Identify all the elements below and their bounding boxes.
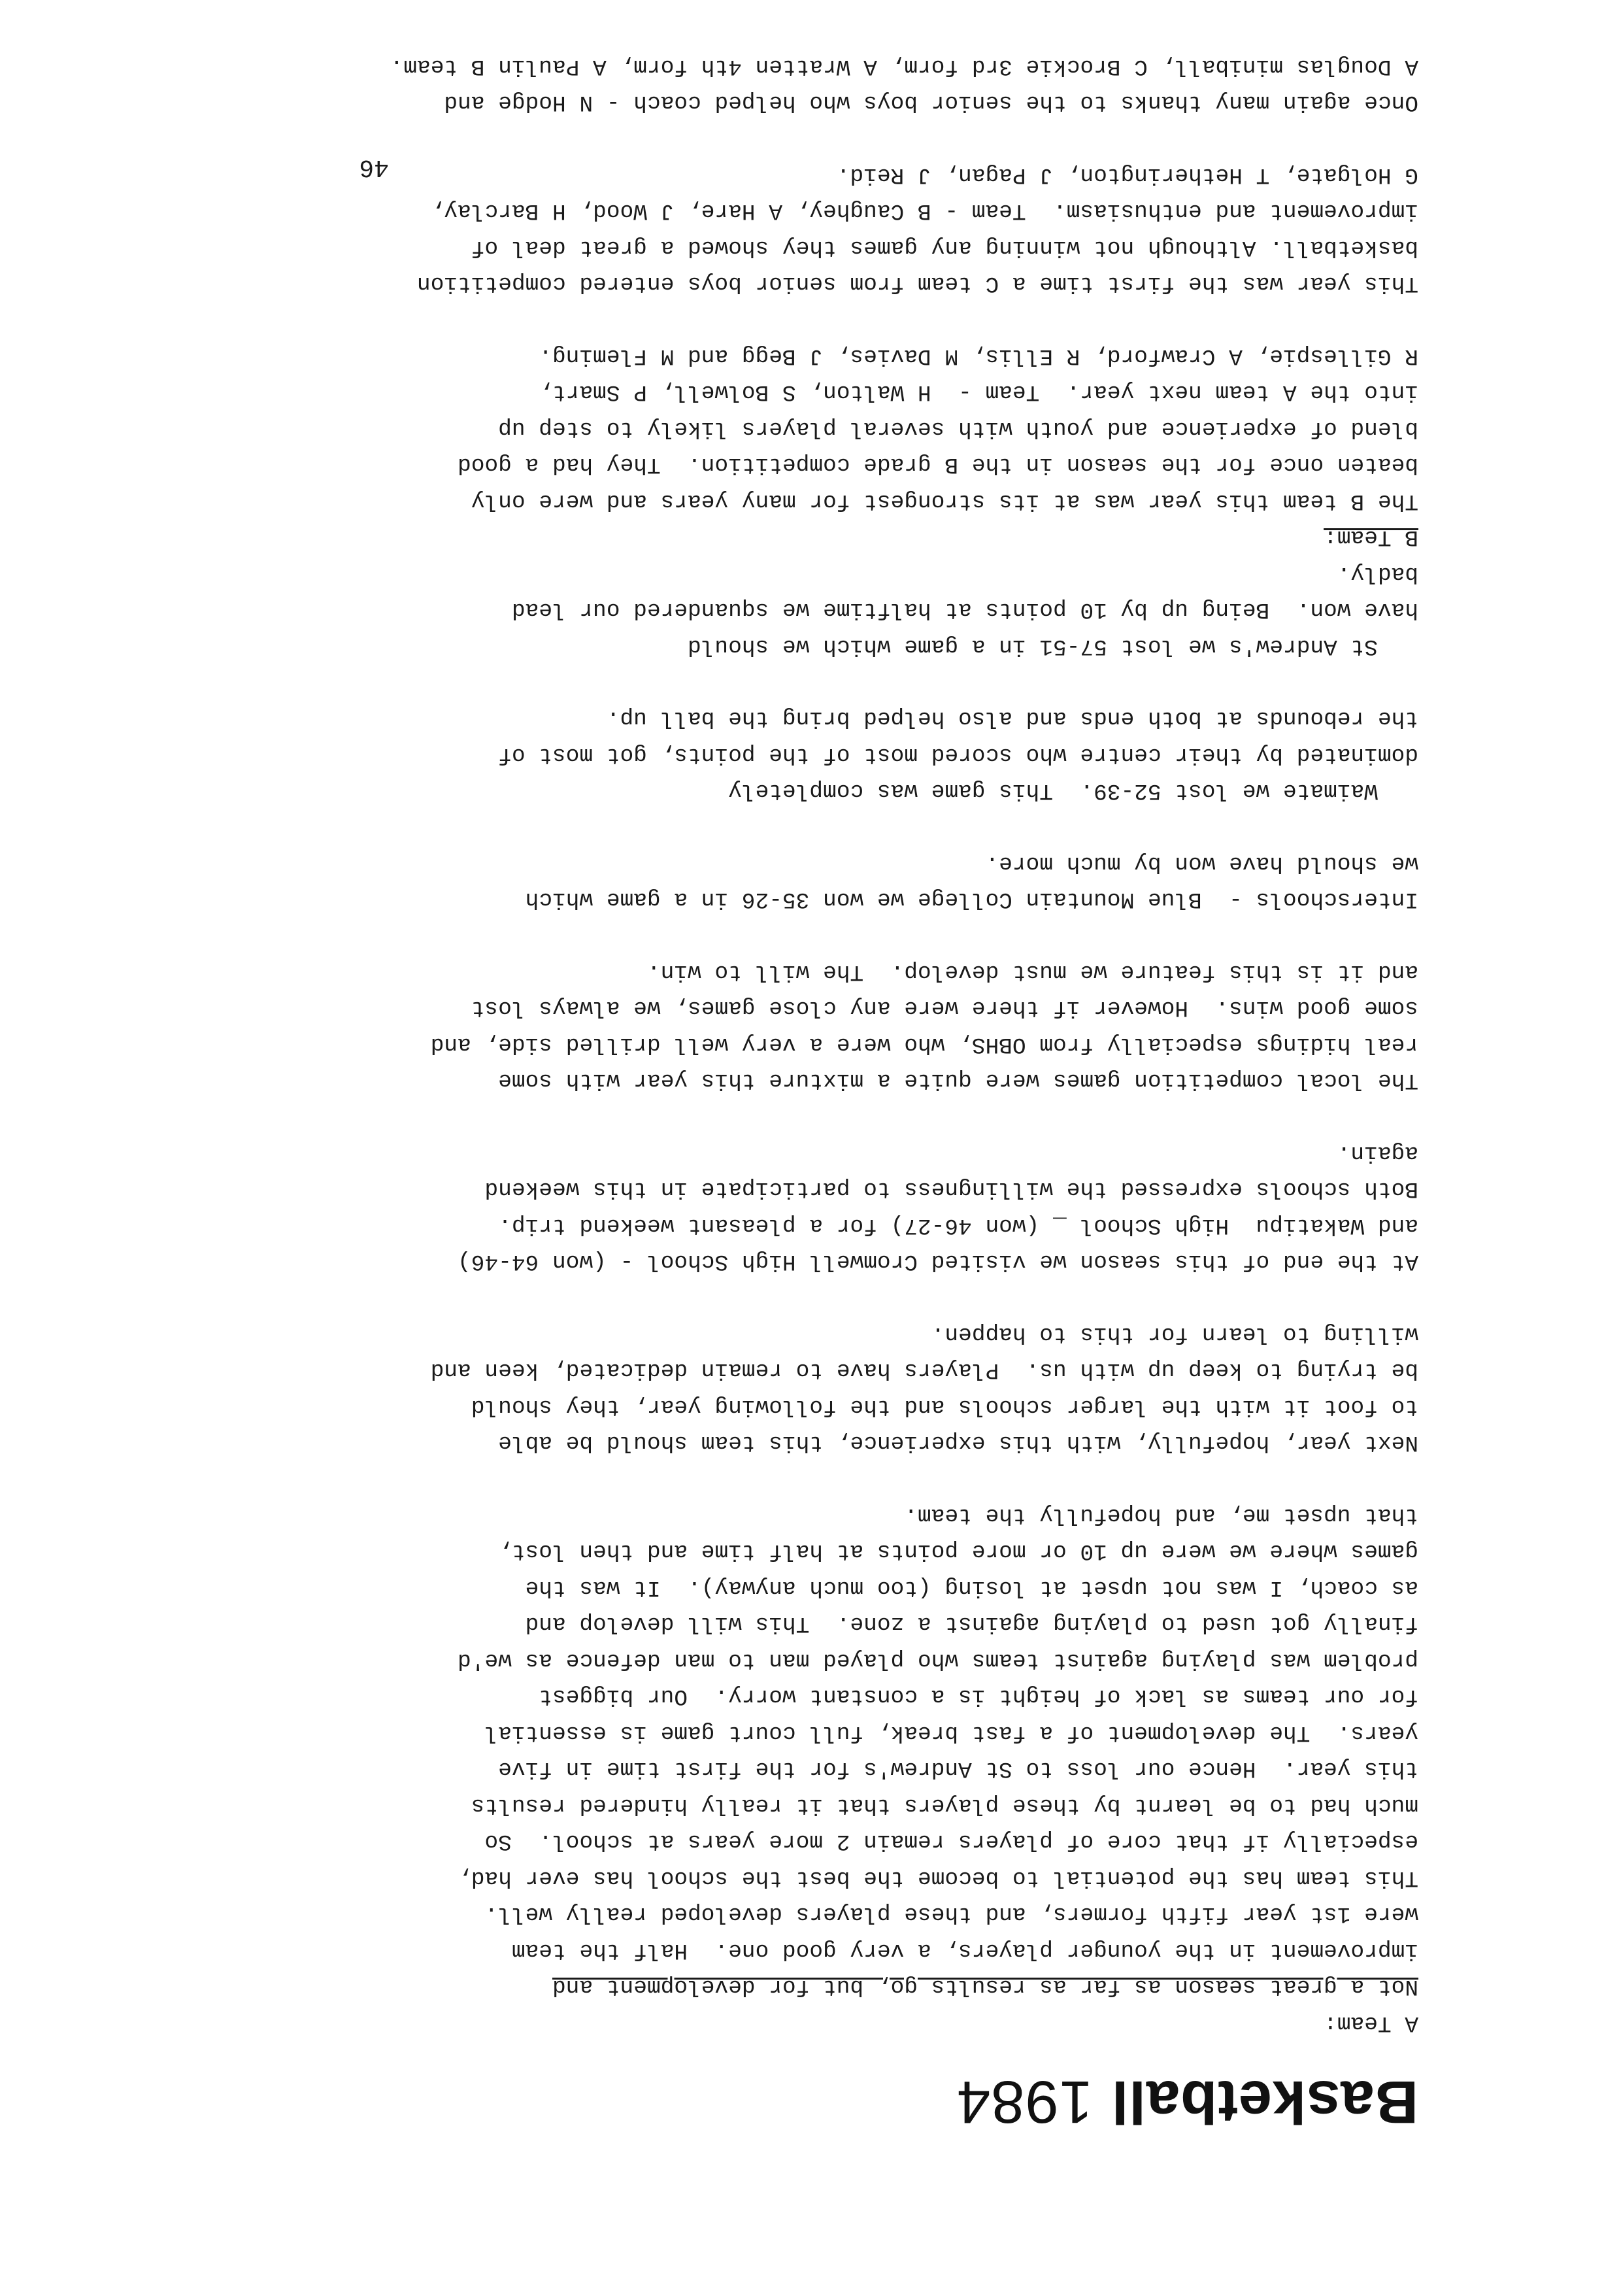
a-team-paragraph <box>111 954 1418 1099</box>
text-line: Interschools - Blue Mountain College we won 35-26 in a game which <box>525 886 1418 913</box>
text-line: much had to be learnt by these players that it really hindered results <box>471 1793 1418 1818</box>
text-line: At the end of this season we visited Cromwell High School - (won 64-46) <box>458 1249 1418 1275</box>
text-line: beaten once for the season in the B grade competition. They had a good <box>458 452 1418 478</box>
thanks-paragraph <box>111 48 1418 121</box>
title-year: 1984 <box>956 2068 1093 2135</box>
a-team-paragraph <box>111 1316 1418 1461</box>
paragraph-gap <box>111 1280 1418 1316</box>
paragraph-gap <box>111 302 1418 338</box>
text-line: again. <box>1337 1140 1418 1166</box>
text-line: be trying to keep up with us. Players have to remain dedicated, keen and <box>430 1357 1418 1383</box>
text-line: willing to learn for this to happen. <box>931 1321 1418 1347</box>
text-line: were 1st year fifth formers, and these players developed really well. <box>484 1901 1418 1927</box>
paragraph-gap <box>111 664 1418 700</box>
text-line: A Douglas miniball, C Brockie 3rd form, A Wratten 4th form, A Paulin B team. <box>390 54 1418 79</box>
text-line: to foot it with the larger schools and the following year, they should <box>471 1394 1418 1419</box>
b-team-paragraph <box>111 338 1418 520</box>
text-line: Next year, hopefully, with this experience, this team should be able <box>498 1430 1418 1456</box>
text-line: years. The development of a fast break, full court game is essential <box>484 1720 1418 1746</box>
text-line: blend of experience and youth with several players likely to step up <box>498 416 1418 441</box>
paragraph-gap <box>111 809 1418 845</box>
paragraph-gap <box>111 1461 1418 1497</box>
text-line: have won. Being up by 10 points at halftime we squandered our lead <box>511 597 1418 623</box>
text-line: this year. Hence our loss to St Andrew's for the first time in five <box>498 1756 1418 1782</box>
title-text: Basketball <box>1111 2068 1418 2135</box>
text-line: especially if that core of players remain 2 more years at school. So <box>484 1829 1418 1855</box>
text-line: and Wakatipu High School _ (won 46-27) for a pleasant weekend trip. <box>498 1213 1418 1238</box>
text-line: G Holgate, T Hetherington, J Pagan, J Reid. <box>836 162 1418 188</box>
text-line: improvement and enthusiasm. Team - B Caughey, A Hare, J Wood, H Barclay, <box>430 198 1418 224</box>
page-title <box>956 2067 1418 2136</box>
a-team-paragraph <box>111 1497 1418 2005</box>
a-team-paragraph <box>111 1135 1418 1280</box>
text-line: for our teams as lack of height is a constant worry. Our biggest <box>539 1683 1418 1710</box>
text-line: Both schools expressed the willingness to participate in this weekend <box>484 1176 1418 1202</box>
paragraph-gap <box>111 121 1418 157</box>
text-line: the rebounds at both ends and also helped bring the ball up. <box>606 705 1418 732</box>
a-team-paragraph <box>111 845 1418 918</box>
text-line: Waimate we lost 52-39. This game was completely <box>728 778 1418 804</box>
a-team-paragraph <box>111 556 1418 665</box>
text-line: problem was playing against teams who played man to man defence as we'd <box>458 1647 1418 1673</box>
text-line: that upset me, and hopefully the team. <box>904 1502 1418 1528</box>
text-line: Once again many thanks to the senior boys who helped coach - N Hodge and <box>444 90 1418 116</box>
text-line: improvement in the younger players, a very good one. Half the team <box>511 1938 1418 1963</box>
paragraph-gap <box>111 918 1418 954</box>
text-line: dominated by their centre who scored most of the points, got most of <box>498 742 1418 768</box>
text-line: and it is this feature we must develop. The will to win. <box>646 959 1418 985</box>
text-line: games where we were up 10 or more points at half time and then lost, <box>498 1538 1418 1564</box>
text-line: The local competition games were quite a mixture this year with some <box>498 1068 1418 1094</box>
text-line: we should have won by much more. <box>985 851 1418 876</box>
a-team-paragraph <box>111 700 1418 809</box>
text-line: as coach, I was not upset at losing (too much anyway). It was the <box>525 1575 1418 1600</box>
text-line: finally got used to playing against a zone. This will develop and <box>525 1611 1418 1637</box>
text-line: This year was the first time a C team from senior boys entered competition <box>416 271 1418 297</box>
text-line: basketball. Although not winning any games they showed a great deal of <box>471 235 1418 260</box>
text-line: badly. <box>1337 561 1418 586</box>
a-team-heading: A Team: <box>1324 2010 1418 2036</box>
text-line: The B team this year was at its strongest for many years and were only <box>471 488 1418 514</box>
text-line: some good wins. However if there were any close games, we always lost <box>471 995 1418 1021</box>
b-team-heading: B Team: <box>1324 524 1418 550</box>
text-line: R Gillespie, A Crawford, R Ellis, M Davies, J Begg and M Fleming. <box>539 343 1418 369</box>
text-line: Not a great season as far as results go, but for development and <box>552 1974 1418 2000</box>
text-line: real hidings especially from OBHS, who were a very well drilled side, and <box>430 1032 1418 1057</box>
c-team-paragraph <box>111 157 1418 302</box>
paragraph-gap <box>111 1099 1418 1135</box>
text-line: This team has the potential to become the best the school has ever had, <box>458 1865 1418 1891</box>
article-body <box>111 48 1418 2042</box>
text-line: into the A team next year. Team - H Walton, S Bolwell, P Smart, <box>539 379 1418 405</box>
page-number: 46 <box>359 153 389 181</box>
text-line: St Andrew's we lost 57-51 in a game which we should <box>688 633 1418 659</box>
